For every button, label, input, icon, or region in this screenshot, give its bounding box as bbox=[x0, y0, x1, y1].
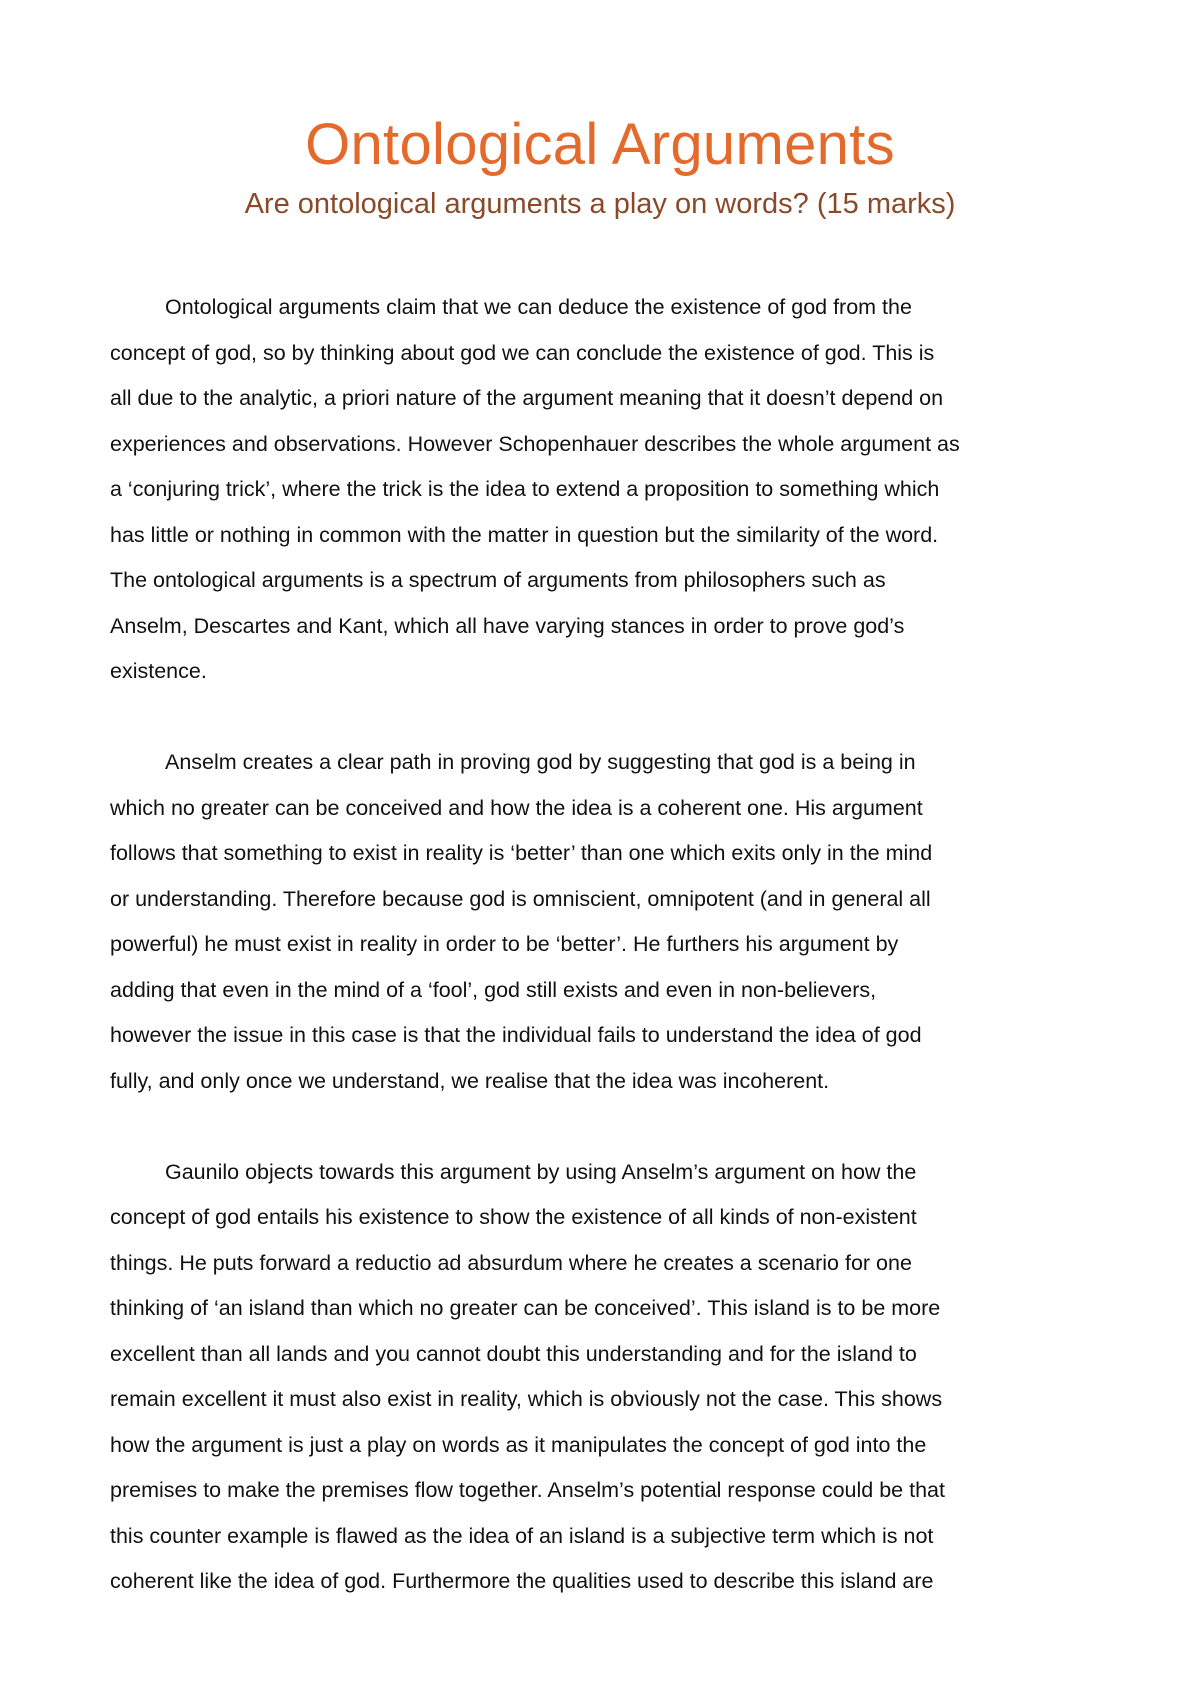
paragraph-gap bbox=[110, 1104, 1100, 1150]
document-title: Ontological Arguments bbox=[305, 112, 895, 177]
text-line: remain excellent it must also exist in reality, which is obviously not the case. This shows bbox=[110, 1387, 943, 1411]
paragraph-1 bbox=[110, 285, 1100, 695]
paragraph-3 bbox=[110, 1150, 1100, 1605]
text-line: Ontological arguments claim that we can deduce the existence of god from the bbox=[165, 295, 912, 319]
text-line: powerful) he must exist in reality in order to be ‘better’. He furthers his argument by bbox=[110, 932, 899, 956]
text-line: this counter example is flawed as the idea of an island is a subjective term which is not bbox=[110, 1523, 934, 1548]
text-line: thinking of ‘an island than which no greater can be conceived’. This island is to be more bbox=[110, 1296, 941, 1320]
text-line: Anselm creates a clear path in proving god by suggesting that god is a being in bbox=[165, 750, 916, 774]
text-line: all due to the analytic, a priori nature of the argument meaning that it doesn’t depend on bbox=[110, 386, 944, 410]
text-line: The ontological arguments is a spectrum of arguments from philosophers such as bbox=[110, 568, 886, 592]
text-line: Gaunilo objects towards this argument by using Anselm’s argument on how the bbox=[165, 1159, 917, 1184]
text-line: has little or nothing in common with the matter in question but the similarity of the word. bbox=[110, 522, 939, 547]
paragraph-2 bbox=[110, 740, 1100, 1104]
text-line: fully, and only once we understand, we realise that the idea was incoherent. bbox=[110, 1068, 830, 1093]
text-line: which no greater can be conceived and how the idea is a coherent one. His argument bbox=[110, 795, 923, 820]
text-line: follows that something to exist in reality is ‘better’ than one which exits only in the mind bbox=[110, 841, 933, 865]
document-body bbox=[110, 285, 1100, 1605]
text-line: or understanding. Therefore because god is omniscient, omnipotent (and in general all bbox=[110, 886, 931, 911]
text-line: concept of god entails his existence to show the existence of all kinds of non-existent bbox=[110, 1205, 917, 1229]
text-line: a ‘conjuring trick’, where the trick is the idea to extend a proposition to something which bbox=[110, 477, 940, 501]
document-subtitle: Are ontological arguments a play on words? (15 marks) bbox=[244, 188, 956, 220]
text-line: Anselm, Descartes and Kant, which all have varying stances in order to prove god’s bbox=[110, 613, 905, 638]
text-line: excellent than all lands and you cannot doubt this understanding and for the island to bbox=[110, 1341, 917, 1366]
paragraph-gap bbox=[110, 695, 1100, 741]
text-line: coherent like the idea of god. Furthermore the qualities used to describe this island are bbox=[110, 1569, 934, 1593]
text-line: however the issue in this case is that the individual fails to understand the idea of god bbox=[110, 1023, 922, 1047]
text-line: concept of god, so by thinking about god we can conclude the existence of god. This is bbox=[110, 340, 935, 365]
text-line: things. He puts forward a reductio ad absurdum where he creates a scenario for one bbox=[110, 1250, 912, 1275]
text-line: experiences and observations. However Schopenhauer describes the whole argument as bbox=[110, 431, 960, 456]
text-line: existence. bbox=[110, 659, 207, 683]
text-line: premises to make the premises flow together. Anselm’s potential response could be that bbox=[110, 1478, 945, 1502]
text-line: how the argument is just a play on words as it manipulates the concept of god into the bbox=[110, 1432, 927, 1457]
text-line: adding that even in the mind of a ‘fool’, god still exists and even in non-believers, bbox=[110, 977, 877, 1002]
